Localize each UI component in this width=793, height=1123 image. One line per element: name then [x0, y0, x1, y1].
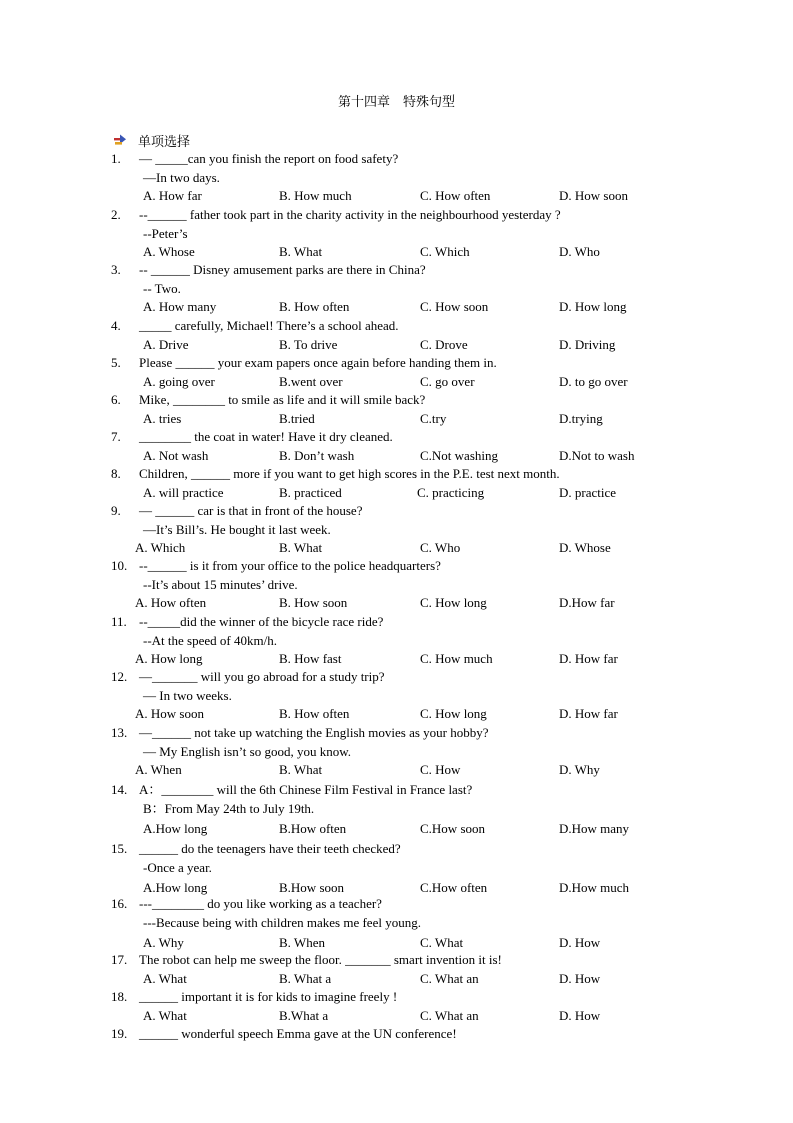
question-number: 9.: [111, 503, 121, 518]
question-number: 8.: [111, 466, 121, 481]
answer-option: A. Whose: [143, 244, 195, 259]
section-header: [113, 131, 190, 149]
answer-option: B. What: [279, 244, 323, 259]
answer-option: A.How long: [143, 820, 208, 836]
answer-option: B. How fast: [279, 651, 342, 666]
question-number: 10.: [111, 558, 128, 573]
question-stem: -- ______ Disney amusement parks are there in China?: [139, 262, 426, 277]
answer-option: A. How many: [143, 299, 217, 314]
question-number: 6.: [111, 392, 121, 407]
answer-option: C. How much: [420, 651, 493, 666]
question-number: 14.: [111, 782, 128, 797]
answer-option: D. Who: [559, 244, 600, 259]
question-number: 3.: [111, 262, 121, 277]
answer-option: A.How long: [143, 879, 208, 895]
answer-option: D.How many: [559, 820, 630, 836]
answer-option: A. How often: [135, 595, 207, 610]
question-number: 17.: [111, 952, 128, 967]
answer-option: D.How far: [559, 595, 615, 610]
answer-option: C. Drove: [420, 336, 468, 352]
page-title: 第十四章 特殊句型: [337, 95, 455, 110]
question-response: -Once a year.: [143, 859, 212, 875]
answer-option: B. Don’t wash: [279, 447, 355, 463]
question-number: 2.: [111, 207, 121, 222]
answer-option: A. How soon: [135, 706, 204, 721]
answer-option: A. What: [143, 970, 187, 986]
question-response: — In two weeks.: [143, 687, 232, 703]
answer-option: C. How often: [420, 188, 491, 203]
question-number: 18.: [111, 989, 128, 1004]
answer-option: D. Whose: [559, 540, 611, 555]
answer-option: B.tried: [279, 410, 315, 426]
answer-option: A. How long: [135, 651, 203, 666]
answer-option: D. How: [559, 1007, 601, 1023]
question-stem: The robot can help me sweep the floor. _______ smart invention it is!: [139, 952, 502, 967]
question-stem: A：________ will the 6th Chinese Film Festival in France last?: [139, 782, 473, 797]
answer-option: A. tries: [143, 410, 182, 426]
question-stem: _____ carefully, Michael! There’s a school ahead.: [139, 318, 399, 333]
answer-option: C. How long: [420, 706, 487, 721]
answer-option: D.Not to wash: [559, 447, 635, 463]
answer-option: D. Why: [559, 762, 600, 777]
answer-option: C. practicing: [417, 484, 485, 500]
answer-option: D.How much: [559, 879, 630, 895]
answer-option: B. How often: [279, 706, 350, 721]
question-number: 16.: [111, 896, 128, 911]
question-stem: Please ______ your exam papers once again before handing them in.: [139, 355, 497, 370]
section-label: 单项选择: [138, 134, 191, 150]
question-stem: --_____did the winner of the bicycle race ride?: [139, 614, 384, 629]
question-response: B：From May 24th to July 19th.: [143, 800, 315, 816]
answer-option: C. How long: [420, 595, 487, 610]
answer-option: D. How: [559, 934, 601, 950]
answer-option: A. What: [143, 1007, 187, 1023]
answer-option: A. will practice: [143, 484, 224, 500]
answer-option: D. How far: [559, 706, 618, 721]
answer-option: B. To drive: [279, 336, 338, 352]
question-response: --It’s about 15 minutes’ drive.: [143, 576, 298, 592]
answer-option: A. Which: [135, 540, 186, 555]
question-response: —It’s Bill’s. He bought it last week.: [143, 521, 331, 537]
answer-option: A. How far: [143, 188, 202, 203]
answer-option: B. How much: [279, 188, 352, 203]
answer-option: B. practiced: [279, 484, 342, 500]
answer-option: C. Who: [420, 540, 461, 555]
question-stem: ________ the coat in water! Have it dry cleaned.: [139, 429, 393, 444]
answer-option: C. go over: [420, 373, 475, 389]
answer-option: B.What a: [279, 1007, 329, 1023]
answer-option: C. What an: [420, 970, 479, 986]
answer-option: B.How soon: [279, 879, 345, 895]
question-number: 13.: [111, 725, 128, 740]
answer-option: A. going over: [143, 373, 215, 389]
question-stem: ______ important it is for kids to imagine freely !: [139, 989, 398, 1004]
answer-option: B. When: [279, 934, 325, 950]
question-response: -- Two.: [143, 280, 181, 296]
question-stem: Mike, ________ to smile as life and it will smile back?: [139, 392, 426, 407]
question-number: 1.: [111, 151, 121, 166]
answer-option: B.went over: [279, 373, 343, 389]
question-response: ---Because being with children makes me feel young.: [143, 914, 421, 930]
answer-option: A. Why: [143, 934, 184, 950]
answer-option: C.How often: [420, 879, 488, 895]
question-stem: ______ do the teenagers have their teeth checked?: [139, 841, 401, 856]
question-number: 15.: [111, 841, 128, 856]
answer-option: D. practice: [559, 484, 617, 500]
arrow-bullet-icon: [113, 133, 127, 147]
answer-option: B. What: [279, 762, 323, 777]
question-response: — My English isn’t so good, you know.: [143, 743, 352, 759]
answer-option: A. Drive: [143, 336, 189, 352]
question-number: 12.: [111, 669, 128, 684]
answer-option: C. Which: [420, 244, 470, 259]
answer-option: D. How far: [559, 651, 618, 666]
answer-option: B. What: [279, 540, 323, 555]
answer-option: B. How soon: [279, 595, 348, 610]
question-response: —In two days.: [143, 169, 220, 185]
answer-option: C.Not washing: [420, 447, 498, 463]
answer-option: A. When: [135, 762, 182, 777]
question-stem: --______ father took part in the charity activity in the neighbourhood yesterday ?: [139, 207, 561, 222]
question-number: 5.: [111, 355, 121, 370]
question-stem: ______ wonderful speech Emma gave at the UN conference!: [139, 1026, 457, 1041]
answer-option: C. What: [420, 934, 464, 950]
question-stem: --______ is it from your office to the police headquarters?: [139, 558, 441, 573]
answer-option: D. to go over: [559, 373, 628, 389]
answer-option: C. How: [420, 762, 461, 777]
answer-option: B. How often: [279, 299, 350, 314]
answer-option: C.How soon: [420, 820, 486, 836]
question-number: 11.: [111, 614, 127, 629]
question-number: 4.: [111, 318, 121, 333]
question-number: 19.: [111, 1026, 128, 1041]
answer-option: D. How: [559, 970, 601, 986]
question-stem: — _____can you finish the report on food safety?: [139, 151, 399, 166]
answer-option: D. How soon: [559, 188, 628, 203]
answer-option: D. How long: [559, 299, 627, 314]
answer-option: D. Driving: [559, 336, 616, 352]
question-response: --At the speed of 40km/h.: [143, 632, 277, 648]
answer-option: A. Not wash: [143, 447, 209, 463]
answer-option: B. What a: [279, 970, 332, 986]
answer-option: C. How soon: [420, 299, 489, 314]
question-stem: — ______ car is that in front of the house?: [139, 503, 363, 518]
answer-option: C. What an: [420, 1007, 479, 1023]
question-stem: Children, ______ more if you want to get high scores in the P.E. test next month.: [139, 466, 560, 481]
question-stem: —_______ will you go abroad for a study trip?: [139, 669, 385, 684]
answer-option: B.How often: [279, 820, 347, 836]
question-stem: ---________ do you like working as a teacher?: [139, 896, 382, 911]
answer-option: D.trying: [559, 410, 603, 426]
question-response: --Peter’s: [143, 225, 188, 241]
question-stem: —______ not take up watching the English movies as your hobby?: [139, 725, 489, 740]
question-number: 7.: [111, 429, 121, 444]
answer-option: C.try: [420, 410, 447, 426]
